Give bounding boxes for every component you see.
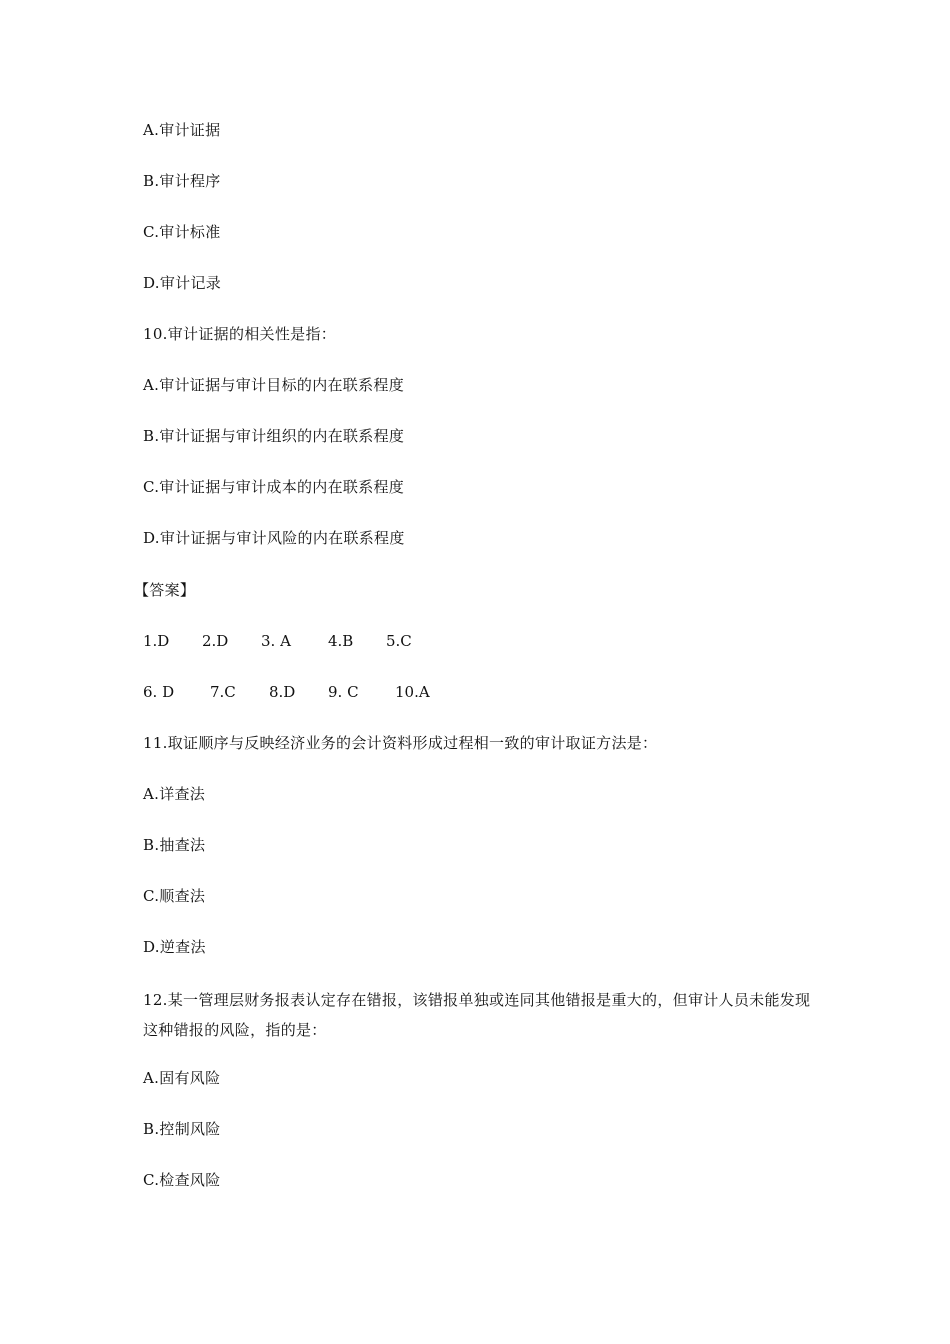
answer-2: 2.D	[202, 632, 229, 650]
q10-option-b: B.审计证据与审计组织的内在联系程度	[143, 427, 405, 445]
answer-4: 4.B	[328, 632, 354, 650]
q12-option-c: C.检查风险	[143, 1171, 221, 1189]
q9-option-b: B.审计程序	[143, 172, 221, 190]
answer-9: 9. C	[328, 683, 359, 701]
answers-row-1	[143, 628, 412, 654]
q11-option-b: B.抽查法	[143, 836, 206, 854]
q12-option-a: A.固有风险	[143, 1069, 221, 1087]
q10-option-c: C.审计证据与审计成本的内在联系程度	[143, 478, 405, 496]
q12-question: 12.某一管理层财务报表认定存在错报，该错报单独或连同其他错报是重大的，但审计人员未能发现这种错报的风险，指的是：	[143, 991, 811, 1039]
answer-5: 5.C	[386, 632, 412, 650]
answer-heading: 【答案】	[134, 581, 196, 599]
q11-question: 11.取证顺序与反映经济业务的会计资料形成过程相一致的审计取证方法是：	[143, 734, 658, 752]
answer-7: 7.C	[210, 683, 236, 701]
answers-row-2	[143, 679, 430, 705]
q12-option-b: B.控制风险	[143, 1120, 221, 1138]
answer-3: 3. A	[261, 632, 291, 650]
q10-option-d: D.审计证据与审计风险的内在联系程度	[143, 529, 405, 547]
answer-6: 6. D	[143, 683, 175, 701]
answer-1: 1.D	[143, 632, 170, 650]
q10-option-a: A.审计证据与审计目标的内在联系程度	[143, 376, 405, 394]
answer-8: 8.D	[269, 683, 296, 701]
q11-option-c: C.顺查法	[143, 887, 206, 905]
answer-10: 10.A	[395, 683, 430, 701]
q9-option-a: A.审计证据	[143, 121, 221, 139]
q11-option-d: D.逆查法	[143, 938, 206, 956]
q11-option-a: A.详查法	[143, 785, 206, 803]
q10-question: 10.审计证据的相关性是指：	[143, 325, 337, 343]
q9-option-d: D.审计记录	[143, 274, 222, 292]
q9-option-c: C.审计标准	[143, 223, 221, 241]
